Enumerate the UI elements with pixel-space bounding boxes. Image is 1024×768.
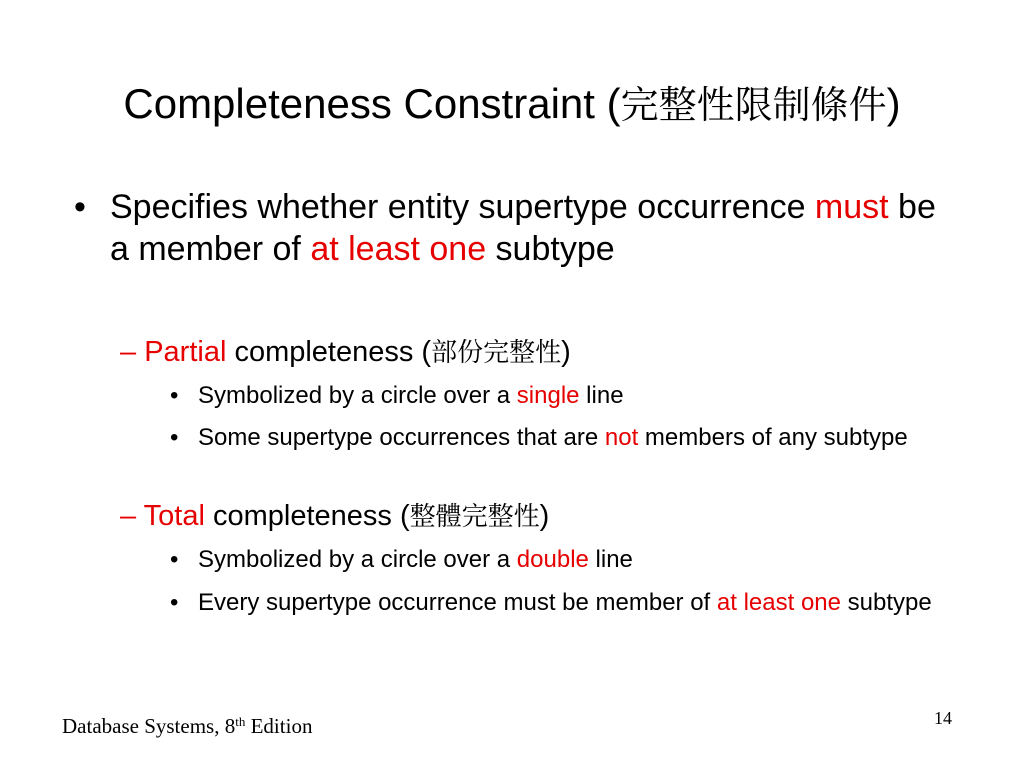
- partial-item-single-line-text: [198, 379, 960, 412]
- list-item-text: subtype: [840, 589, 932, 616]
- list-item-text: Every supertype occurrence must be member of: [198, 589, 717, 616]
- list-item-text: line: [579, 382, 624, 409]
- highlight-not: not: [604, 424, 639, 451]
- partial-item-not-members: [170, 421, 960, 454]
- slide-title: [0, 74, 1024, 135]
- list-item-text: Symbolized by a circle over a: [198, 546, 517, 573]
- partial-text: completeness (: [226, 336, 432, 368]
- footer-text: Database Systems, 8: [62, 714, 236, 738]
- highlight-partial: Partial: [144, 336, 227, 368]
- title-close-paren: ): [886, 80, 901, 127]
- highlight-at-least-one: at least one: [716, 589, 841, 616]
- title-text: Completeness Constraint (: [123, 80, 621, 127]
- total-item-every-supertype-text: [198, 586, 960, 619]
- list-item-text: line: [588, 546, 633, 573]
- dash-icon: –: [120, 500, 144, 532]
- bullet-specifies-text: [110, 186, 954, 270]
- title-cjk-text: 完整性限制條件: [620, 83, 887, 127]
- total-cjk-text: 整體完整性: [409, 502, 540, 532]
- list-item-text: members of any subtype: [638, 424, 908, 451]
- total-item-double-line: [170, 543, 960, 576]
- bullet-dot-icon: •: [170, 546, 179, 573]
- bullet-dot-icon: •: [170, 424, 179, 451]
- total-completeness-heading: [120, 498, 980, 535]
- page-number: 14: [934, 708, 952, 728]
- highlight-double: double: [516, 546, 589, 573]
- total-item-double-line-text: [198, 543, 960, 576]
- highlight-must: must: [814, 188, 889, 226]
- partial-item-single-line: [170, 379, 960, 412]
- total-close-paren: ): [539, 500, 550, 532]
- bullet-dot-icon: •: [170, 589, 179, 616]
- partial-completeness-heading: [120, 334, 980, 371]
- partial-cjk-text: 部份完整性: [431, 338, 562, 368]
- footer-book-title: [62, 708, 312, 740]
- bullet-dot-icon: •: [170, 382, 179, 409]
- footer-text: Edition: [245, 714, 313, 738]
- bullet-specifies-text-3: subtype: [486, 230, 615, 268]
- total-item-every-supertype: [170, 586, 960, 619]
- total-text: completeness (: [204, 500, 410, 532]
- bullet-specifies-text-1: Specifies whether entity supertype occurrence: [110, 188, 815, 226]
- list-item-text: Symbolized by a circle over a: [198, 382, 517, 409]
- bullet-specifies: [74, 186, 954, 270]
- partial-item-not-members-text: [198, 421, 960, 454]
- footer-superscript: th: [235, 714, 246, 729]
- dash-icon: –: [120, 336, 145, 368]
- highlight-at-least-one: at least one: [310, 230, 487, 268]
- highlight-single: single: [516, 382, 580, 409]
- list-item-text: Some supertype occurrences that are: [198, 424, 605, 451]
- highlight-total: Total: [143, 500, 205, 532]
- bullet-dot-icon: •: [74, 188, 86, 226]
- bullet-specifies-text-2: be a member of: [110, 188, 936, 268]
- partial-close-paren: ): [561, 336, 571, 368]
